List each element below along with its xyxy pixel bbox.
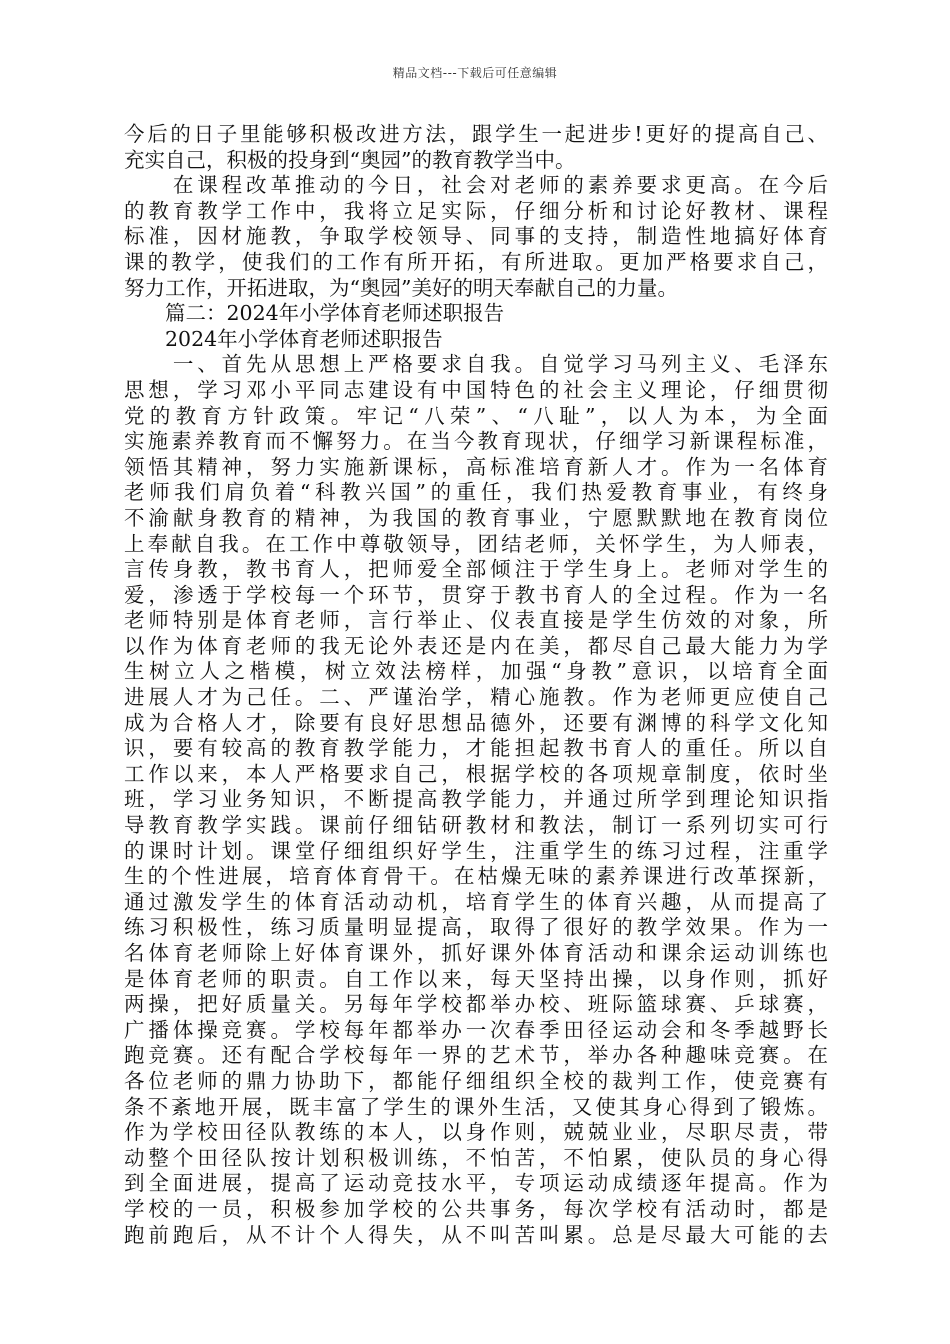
text-line-22: 生树立人之楷模，树立效法榜样，加强“身教”意识，以培育全面 [124,659,828,684]
text-line-15: 老师我们肩负着“科教兴国”的重任，我们热爱教育事业，有终身 [124,480,828,505]
text-line-17: 上奉献自我。在工作中尊敬领导，团结老师，关怀学生，为人师表， [124,531,828,556]
text-line-26: 工作以来，本人严格要求自己，根据学校的各项规章制度，依时坐 [124,761,828,786]
page-header-watermark: 精品文档---下载后可任意编辑 [392,66,558,80]
text-line-1: 今后的日子里能够积极改进方法，跟学生一起进步!更好的提高自己、 [124,122,828,146]
text-line-16: 不渝献身教育的精神，为我国的教育事业，宁愿默默地在教育岗位 [124,505,828,530]
text-line-41: 动整个田径队按计划积极训练，不怕苦，不怕累，使队员的身心得 [124,1145,828,1170]
text-line-40: 作为学校田径队教练的本人，以身作则，兢兢业业，尽职尽责，带 [124,1120,828,1145]
text-line-32: 练习积极性，练习质量明显提高，取得了很好的教学效果。作为一 [124,915,828,940]
text-line-39: 条不紊地开展，既丰富了学生的课外生活，又使其身心得到了锻炼。 [124,1094,828,1119]
text-line-2: 充实自己，积极的投身到“奥园”的教育教学当中。 [124,147,576,172]
report-title: 2024年小学体育老师述职报告 [124,326,443,351]
text-line-34: 是体育老师的职责。自工作以来，每天坚持出操，以身作则，抓好 [124,966,828,991]
text-line-30: 生的个性进展，培育体育骨干。在枯燥无味的素养课进行改革探新， [124,864,828,889]
text-line-25: 识，要有较高的教育教学能力，才能担起教书育人的重任。所以自 [124,736,828,761]
text-line-44: 跑前跑后，从不计个人得失，从不叫苦叫累。总是尽最大可能的去 [124,1222,828,1247]
text-line-33: 名体育老师除上好体育课外，抓好课外体育活动和课余运动训练也 [124,941,828,965]
text-line-35: 两操，把好质量关。另每年学校都举办校、班际篮球赛、乒球赛， [124,992,828,1017]
text-line-11: 思想，学习邓小平同志建设有中国特色的社会主义理论，仔细贯彻 [124,377,828,402]
text-line-10: 一、首先从思想上严格要求自我。自觉学习马列主义、毛泽东 [124,352,828,377]
text-line-6: 课的教学，使我们的工作有所开拓，有所进取。更加严格要求自己， [124,249,828,274]
text-line-37: 跑竞赛。还有配合学校每年一界的艺术节，举办各种趣味竞赛。在 [124,1043,828,1068]
text-line-12: 党的教育方针政策。牢记“八荣”、“八耻”，以人为本，为全面 [124,403,828,428]
text-line-31: 通过激发学生的体育活动动机，培育学生的体育兴趣，从而提高了 [124,889,828,914]
text-line-24: 成为合格人才，除要有良好思想品德外，还要有渊博的科学文化知 [124,710,828,735]
text-line-4: 的教育教学工作中，我将立足实际，仔细分析和讨论好教材、课程 [124,198,828,223]
text-line-19: 爱，渗透于学校每一个环节，贯穿于教书育人的全过程。作为一名 [124,582,828,607]
text-line-13: 实施素养教育而不懈努力。在当今教育现状，仔细学习新课程标准， [124,429,828,454]
text-line-27: 班，学习业务知识，不断提高教学能力，并通过所学到理论知识指 [124,787,828,812]
document-body [124,122,828,1248]
text-line-14: 领悟其精神，努力实施新课标，高标准培育新人才。作为一名体育 [124,454,828,479]
text-line-36: 广播体操竞赛。学校每年都举办一次春季田径运动会和冬季越野长 [124,1017,828,1042]
text-line-29: 的课时计划。课堂仔细组织好学生，注重学生的练习过程，注重学 [124,838,828,863]
section-title: 篇二：2024年小学体育老师述职报告 [124,301,505,326]
text-line-18: 言传身教，教书育人，把师爱全部倾注于学生身上。老师对学生的 [124,557,828,582]
text-line-43: 学校的一员，积极参加学校的公共事务，每次学校有活动时，都是 [124,1196,828,1221]
text-line-42: 到全面进展，提高了运动竞技水平，专项运动成绩逐年提高。作为 [124,1171,828,1196]
text-line-20: 老师特别是体育老师，言行举止、仪表直接是学生仿效的对象，所 [124,608,828,633]
text-line-21: 以作为体育老师的我无论外表还是内在美，都尽自己最大能力为学 [124,633,828,658]
text-line-23: 进展人才为己任。二、严谨治学，精心施教。作为老师更应使自己 [124,685,828,710]
text-line-5: 标准，因材施教，争取学校领导、同事的支持，制造性地搞好体育 [124,224,828,249]
text-line-7: 努力工作，开拓进取，为“奥园”美好的明天奉献自己的力量。 [124,275,678,300]
text-line-3: 在课程改革推动的今日，社会对老师的素养要求更高。在今后 [124,173,828,198]
text-line-38: 各位老师的鼎力协助下，都能仔细组织全校的裁判工作，使竞赛有 [124,1068,828,1093]
text-line-28: 导教育教学实践。课前仔细钻研教材和教法，制订一系列切实可行 [124,813,828,838]
